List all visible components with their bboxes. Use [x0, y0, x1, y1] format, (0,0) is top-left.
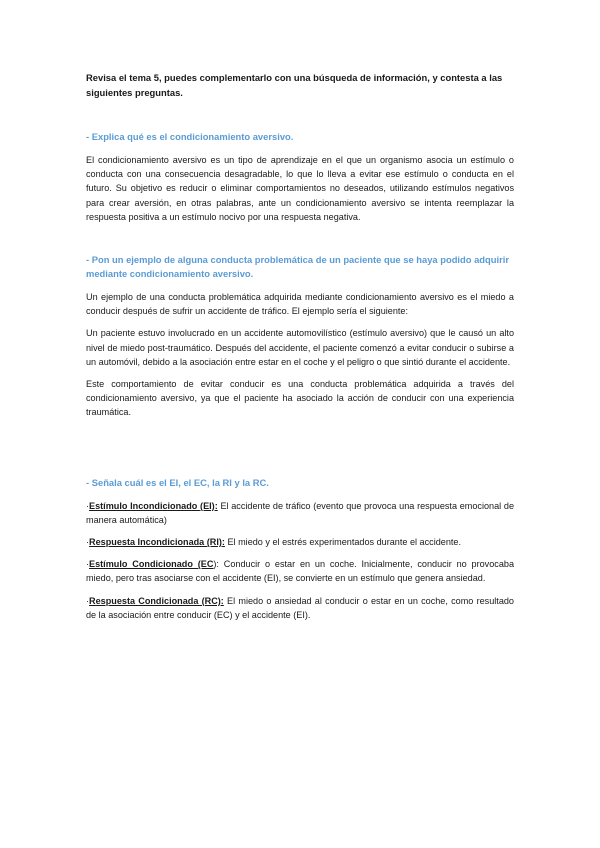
question-1-heading: - Explica qué es el condicionamiento aversivo. [86, 131, 294, 142]
bullet: · [86, 537, 90, 548]
answer-1-paragraph: El condicionamiento aversivo es un tipo de aprendizaje en el que un organismo asocia un estímulo o conducta con una consecuencia desagradable, lo que lo lleva a evitar ese estímulo o conducta en el futuro. Su objetivo es reducir o eliminar comportamientos no deseados, utilizando estímulos negativos para crear aversión, en otras palabras, ante un condicionamiento aversivo se intenta reemplazar la respuesta positiva a un estímulo nocivo por una respuesta negativa. [86, 155, 514, 222]
bullet: · [86, 595, 90, 606]
answer-2-paragraph-2: Un paciente estuvo involucrado en un accidente automovilístico (estímulo aversivo) que le causó un alto nivel de miedo post-traumático. Después del accidente, el paciente comenzó a evitar conducir o subirse a un automóvil, debido a la asociación entre estar en el coche y el peligro o que sintió durante el accidente. [86, 328, 514, 367]
definition-ei [86, 499, 514, 527]
document-page [86, 70, 514, 622]
intro-instructions: Revisa el tema 5, puedes complementarlo con una búsqueda de información, y contesta a las siguientes preguntas. [86, 72, 503, 98]
term-ri: Respuesta Incondicionada (RI): [89, 537, 225, 548]
definition-text: El accidente de tráfico (evento que provoca una respuesta emocional de manera automática) [86, 500, 514, 525]
definition-rc [86, 594, 514, 622]
question-3-heading: - Señala cuál es el EI, el EC, la RI y la RC. [86, 476, 269, 488]
definition-ec [86, 557, 514, 585]
bullet: · [86, 500, 90, 511]
definition-ri [86, 535, 514, 549]
bullet: · [86, 559, 90, 570]
term-rc: Respuesta Condicionada (RC): [89, 595, 224, 606]
answer-2-paragraph-3: Este comportamiento de evitar conducir es una conducta problemática adquirida a través del condicionamiento aversivo, ya que el paciente ha asociado la acción de conducir con una experiencia traumática. [86, 379, 514, 418]
definition-text: El miedo o ansiedad al conducir o estar en un coche, como resultado de la asociación entre conducir (EC) y el accidente (EI). [86, 595, 514, 620]
question-2-heading: - Pon un ejemplo de alguna conducta problemática de un paciente que se haya podido adquirir mediante condicionamiento aversivo. [86, 254, 509, 280]
term-ei: Estímulo Incondicionado (EI): [89, 500, 218, 511]
term-ec: Estímulo Condicionado (EC [89, 559, 214, 570]
definition-text: El miedo y el estrés experimentados durante el accidente. [224, 537, 462, 548]
definition-text: ): Conducir o estar en un coche. Inicialmente, conducir no provocaba miedo, pero tras asociarse con el accidente (EI), se convierte en un estímulo que genera ansiedad. [86, 559, 515, 584]
answer-2-paragraph-1: Un ejemplo de una conducta problemática adquirida mediante condicionamiento aversivo es el miedo a conducir después de sufrir un accidente de tráfico. El ejemplo sería el siguiente: [86, 292, 514, 317]
